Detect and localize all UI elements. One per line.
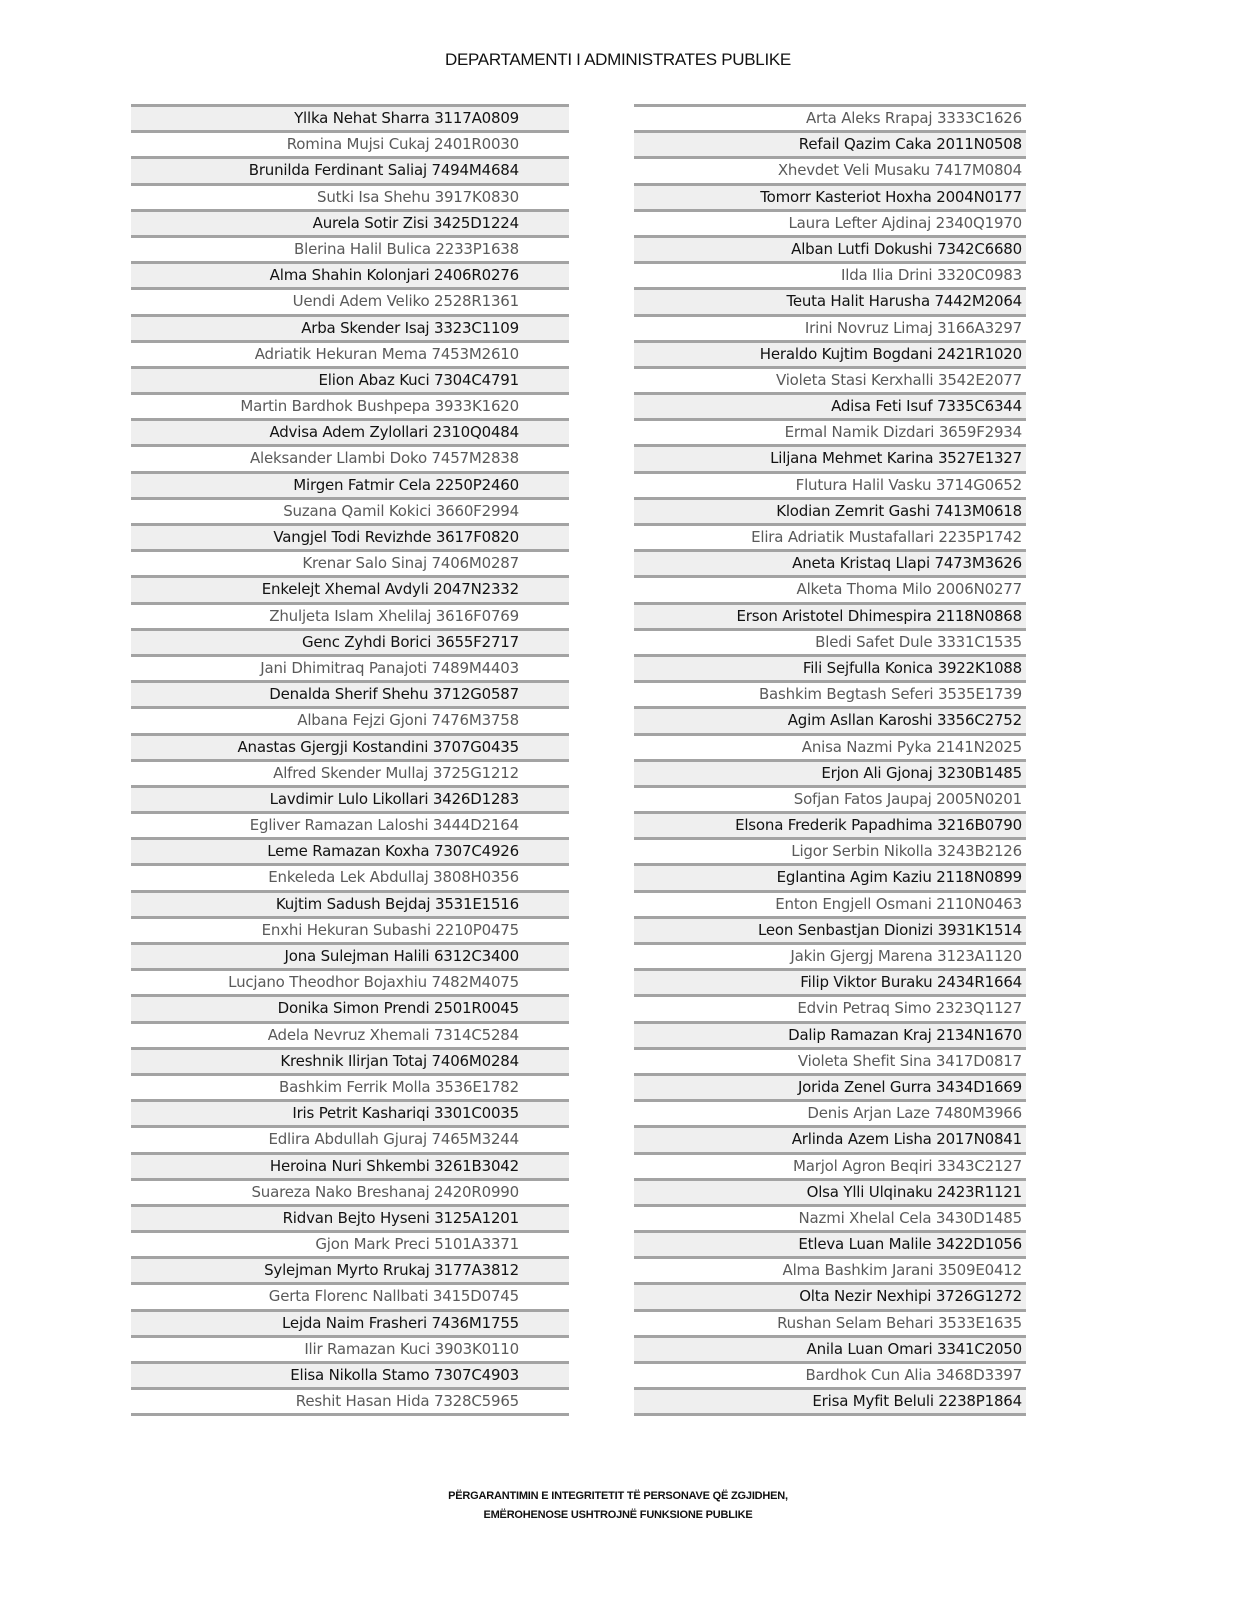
footer-line-1: PËRGARANTIMIN E INTEGRITETIT TË PERSONAVE QË ZGJIDHEN, [448,1490,788,1502]
table-row: Etleva Luan Malile 3422D1056 [634,1230,1026,1256]
table-row: Adriatik Hekuran Mema 7453M2610 [131,340,569,366]
table-row: Elion Abaz Kuci 7304C4791 [131,366,569,392]
table-row: Denalda Sherif Shehu 3712G0587 [131,680,569,706]
table-row: Dalip Ramazan Kraj 2134N1670 [634,1021,1026,1047]
table-row: Bardhok Cun Alia 3468D3397 [634,1361,1026,1387]
table-row: Filip Viktor Buraku 2434R1664 [634,968,1026,994]
table-row: Alban Lutfi Dokushi 7342C6680 [634,235,1026,261]
footer-line-2: EMËROHENOSE USHTROJNË FUNKSIONE PUBLIKE [483,1509,753,1521]
table-row: Iris Petrit Kashariqi 3301C0035 [131,1099,569,1125]
left-name-table [131,104,569,1416]
table-row: Sylejman Myrto Rrukaj 3177A3812 [131,1256,569,1282]
table-row: Erisa Myfit Beluli 2238P1864 [634,1387,1026,1413]
table-row: Rushan Selam Behari 3533E1635 [634,1309,1026,1335]
table-row: Nazmi Xhelal Cela 3430D1485 [634,1204,1026,1230]
table-row: Alketa Thoma Milo 2006N0277 [634,575,1026,601]
table-row: Ermal Namik Dizdari 3659F2934 [634,418,1026,444]
table-row: Liljana Mehmet Karina 3527E1327 [634,444,1026,470]
table-row: Arlinda Azem Lisha 2017N0841 [634,1125,1026,1151]
table-row: Agim Asllan Karoshi 3356C2752 [634,706,1026,732]
table-row: Flutura Halil Vasku 3714G0652 [634,471,1026,497]
table-row: Jani Dhimitraq Panajoti 7489M4403 [131,654,569,680]
table-row: Arba Skender Isaj 3323C1109 [131,314,569,340]
table-row: Elira Adriatik Mustafallari 2235P1742 [634,523,1026,549]
table-row: Irini Novruz Limaj 3166A3297 [634,314,1026,340]
table-row: Gerta Florenc Nallbati 3415D0745 [131,1282,569,1308]
table-row: Zhuljeta Islam Xhelilaj 3616F0769 [131,602,569,628]
table-row: Anisa Nazmi Pyka 2141N2025 [634,733,1026,759]
table-row: Alfred Skender Mullaj 3725G1212 [131,759,569,785]
table-row: Martin Bardhok Bushpepa 3933K1620 [131,392,569,418]
page-footer [0,1487,1236,1525]
table-row: Heraldo Kujtim Bogdani 2421R1020 [634,340,1026,366]
table-row: Xhevdet Veli Musaku 7417M0804 [634,156,1026,182]
table-row: Edlira Abdullah Gjuraj 7465M3244 [131,1125,569,1151]
table-row: Erjon Ali Gjonaj 3230B1485 [634,759,1026,785]
table-row: Egliver Ramazan Laloshi 3444D2164 [131,811,569,837]
table-row: Blerina Halil Bulica 2233P1638 [131,235,569,261]
table-row: Enkelejt Xhemal Avdyli 2047N2332 [131,575,569,601]
table-row: Denis Arjan Laze 7480M3966 [634,1099,1026,1125]
table-row: Enxhi Hekuran Subashi 2210P0475 [131,916,569,942]
table-row: Gjon Mark Preci 5101A3371 [131,1230,569,1256]
table-row: Kujtim Sadush Bejdaj 3531E1516 [131,890,569,916]
table-row: Ilir Ramazan Kuci 3903K0110 [131,1335,569,1361]
table-row: Tomorr Kasteriot Hoxha 2004N0177 [634,183,1026,209]
table-row: Violeta Shefit Sina 3417D0817 [634,1047,1026,1073]
table-row: Yllka Nehat Sharra 3117A0809 [131,104,569,130]
table-row: Elisa Nikolla Stamo 7307C4903 [131,1361,569,1387]
table-row: Alma Bashkim Jarani 3509E0412 [634,1256,1026,1282]
table-row: Albana Fejzi Gjoni 7476M3758 [131,706,569,732]
table-row: Klodian Zemrit Gashi 7413M0618 [634,497,1026,523]
table-row: Ridvan Bejto Hyseni 3125A1201 [131,1204,569,1230]
table-row: Bledi Safet Dule 3331C1535 [634,628,1026,654]
page-title: DEPARTAMENTI I ADMINISTRATES PUBLIKE [445,50,791,69]
table-row: Teuta Halit Harusha 7442M2064 [634,287,1026,313]
table-row: Uendi Adem Veliko 2528R1361 [131,287,569,313]
table-row: Refail Qazim Caka 2011N0508 [634,130,1026,156]
table-row: Olta Nezir Nexhipi 3726G1272 [634,1282,1026,1308]
table-row: Ilda Ilia Drini 3320C0983 [634,261,1026,287]
table-row: Jakin Gjergj Marena 3123A1120 [634,942,1026,968]
table-row: Erson Aristotel Dhimespira 2118N0868 [634,602,1026,628]
table-row: Krenar Salo Sinaj 7406M0287 [131,549,569,575]
table-row: Elsona Frederik Papadhima 3216B0790 [634,811,1026,837]
table-row: Anastas Gjergji Kostandini 3707G0435 [131,733,569,759]
table-row: Suareza Nako Breshanaj 2420R0990 [131,1178,569,1204]
table-row: Vangjel Todi Revizhde 3617F0820 [131,523,569,549]
table-row: Laura Lefter Ajdinaj 2340Q1970 [634,209,1026,235]
table-row: Sofjan Fatos Jaupaj 2005N0201 [634,785,1026,811]
table-row: Aurela Sotir Zisi 3425D1224 [131,209,569,235]
table-row: Mirgen Fatmir Cela 2250P2460 [131,471,569,497]
table-row: Eglantina Agim Kaziu 2118N0899 [634,863,1026,889]
right-name-table [634,104,1026,1416]
table-row: Lavdimir Lulo Likollari 3426D1283 [131,785,569,811]
table-row: Leme Ramazan Koxha 7307C4926 [131,837,569,863]
table-bottom-rule [634,1413,1026,1416]
table-row: Advisa Adem Zylollari 2310Q0484 [131,418,569,444]
table-row: Adisa Feti Isuf 7335C6344 [634,392,1026,418]
table-row: Jona Sulejman Halili 6312C3400 [131,942,569,968]
table-row: Sutki Isa Shehu 3917K0830 [131,183,569,209]
table-row: Anila Luan Omari 3341C2050 [634,1335,1026,1361]
table-row: Donika Simon Prendi 2501R0045 [131,994,569,1020]
table-row: Leon Senbastjan Dionizi 3931K1514 [634,916,1026,942]
table-row: Brunilda Ferdinant Saliaj 7494M4684 [131,156,569,182]
table-row: Ligor Serbin Nikolla 3243B2126 [634,837,1026,863]
table-row: Bashkim Ferrik Molla 3536E1782 [131,1073,569,1099]
table-row: Edvin Petraq Simo 2323Q1127 [634,994,1026,1020]
table-row: Aneta Kristaq Llapi 7473M3626 [634,549,1026,575]
table-row: Bashkim Begtash Seferi 3535E1739 [634,680,1026,706]
table-row: Violeta Stasi Kerxhalli 3542E2077 [634,366,1026,392]
table-row: Olsa Ylli Ulqinaku 2423R1121 [634,1178,1026,1204]
table-row: Kreshnik Ilirjan Totaj 7406M0284 [131,1047,569,1073]
table-row: Arta Aleks Rrapaj 3333C1626 [634,104,1026,130]
table-row: Fili Sejfulla Konica 3922K1088 [634,654,1026,680]
table-row: Enton Engjell Osmani 2110N0463 [634,890,1026,916]
table-row: Aleksander Llambi Doko 7457M2838 [131,444,569,470]
table-row: Alma Shahin Kolonjari 2406R0276 [131,261,569,287]
table-row: Genc Zyhdi Borici 3655F2717 [131,628,569,654]
table-row: Lejda Naim Frasheri 7436M1755 [131,1309,569,1335]
table-row: Adela Nevruz Xhemali 7314C5284 [131,1021,569,1047]
table-row: Jorida Zenel Gurra 3434D1669 [634,1073,1026,1099]
table-row: Marjol Agron Beqiri 3343C2127 [634,1152,1026,1178]
table-row: Suzana Qamil Kokici 3660F2994 [131,497,569,523]
table-row: Heroina Nuri Shkembi 3261B3042 [131,1152,569,1178]
table-row: Lucjano Theodhor Bojaxhiu 7482M4075 [131,968,569,994]
table-bottom-rule [131,1413,569,1416]
table-row: Enkeleda Lek Abdullaj 3808H0356 [131,863,569,889]
table-row: Reshit Hasan Hida 7328C5965 [131,1387,569,1413]
table-row: Romina Mujsi Cukaj 2401R0030 [131,130,569,156]
